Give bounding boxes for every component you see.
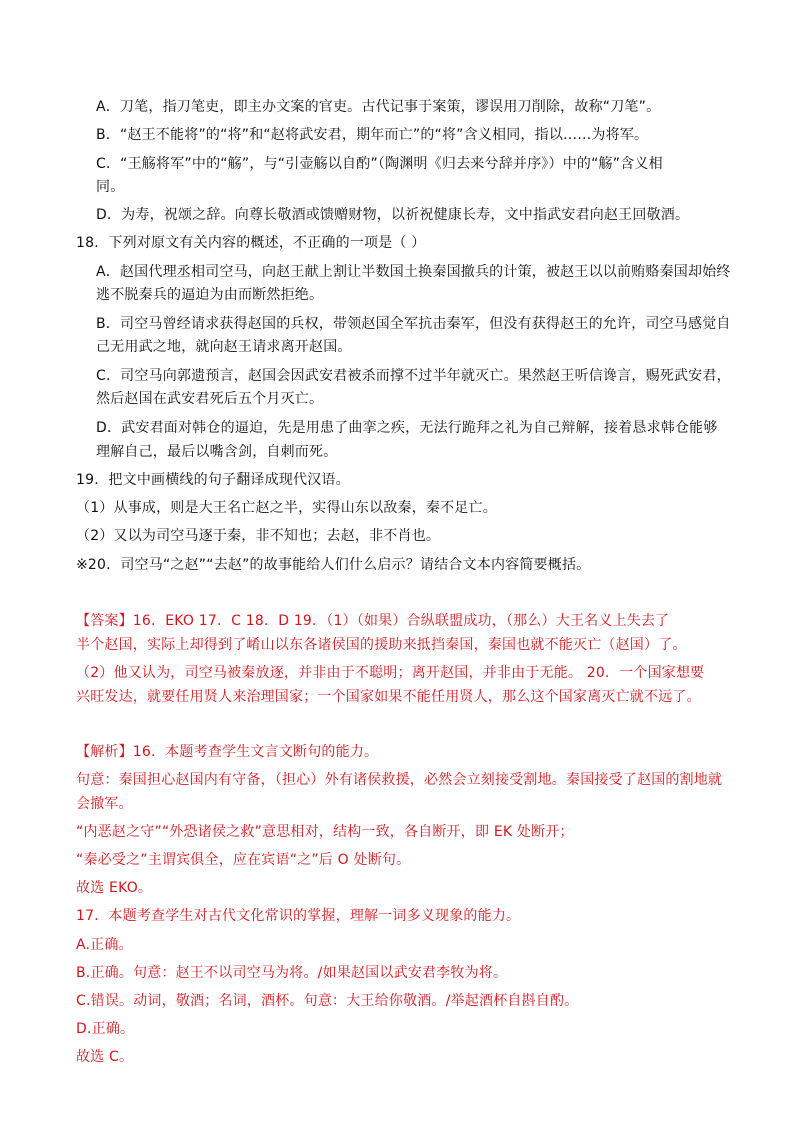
q18-option-c: C．司空马向郭遗预言，赵国会因武安君被杀而撑不过半年就灭亡。果然赵王听信谗言，赐死武安君， [96, 368, 731, 384]
q18-option-b-cont: 己无用武之地，就向赵王请求离开赵国。 [96, 339, 352, 355]
analysis-line-5: “秦必受之”主谓宾俱全，应在宾语“之”后 O 处断句。 [76, 852, 411, 868]
q20-stem: ※20．司空马“之赵”“去赵”的故事能给人们什么启示？请结合文本内容简要概括。 [76, 557, 591, 573]
q18-option-c-cont: 然后赵国在武安君死后五个月灭亡。 [96, 391, 324, 407]
analysis-line-9: B.正确。句意：赵王不以司空马为将。/如果赵国以武安君李牧为将。 [76, 965, 508, 981]
q19-item-1: （1）从事成，则是大王名亡赵之半，实得山东以敌秦，秦不足亡。 [76, 500, 497, 516]
answer-line-3: （2）他又认为，司空马被秦放逐，并非由于不聪明；离开赵国，并非由于无能。 20．一个国家想要 [76, 665, 705, 681]
q18-option-a: A．赵国代理丞相司空马，向赵王献上割让半数国土换秦国撤兵的计策，被赵王以以前贿赂秦国却始终 [96, 264, 731, 280]
q18-option-a-cont: 逃不脱秦兵的逼迫为由而断然拒绝。 [96, 287, 324, 303]
q18-stem: 18．下列对原文有关内容的概述，不正确的一项是（ ） [76, 235, 426, 251]
analysis-line-4: “内恶赵之守”“外恐诸侯之救”意思相对，结构一致，各自断开，即 EK 处断开； [76, 824, 574, 840]
analysis-line-6: 故选 EKO。 [76, 880, 153, 896]
analysis-line-2: 句意：秦国担心赵国内有守备，（担心）外有诸侯救援，必然会立刻接受割地。秦国接受了赵国的割地就 [76, 772, 723, 788]
analysis-line-8: A.正确。 [76, 937, 133, 953]
q17-option-c-cont: 同。 [96, 179, 125, 195]
analysis-line-1: 【解析】16．本题考查学生文言文断句的能力。 [76, 744, 379, 760]
q17-option-c: C．“王觞将军”中的“觞”，与“引壶觞以自酌”（陶渊明《归去来兮辞并序》）中的“觞”含义相 [96, 156, 663, 172]
q17-option-d: D．为寿，祝颂之辞。向尊长敬酒或馈赠财物，以祈祝健康长寿，文中指武安君向赵王回敬酒。 [96, 207, 690, 223]
answer-line-2: 半个赵国，实际上却得到了崤山以东各诸侯国的援助来抵挡秦国，秦国也就不能灭亡（赵国）了。 [76, 637, 687, 653]
q17-option-b: B．“赵王不能将”的“将”和“赵将武安君，期年而亡”的“将”含义相同，指以……为将军。 [96, 127, 649, 143]
analysis-line-11: D.正确。 [76, 1021, 135, 1037]
analysis-line-7: 17．本题考查学生对古代文化常识的掌握，理解一词多义现象的能力。 [76, 908, 521, 924]
q17-option-a: A．刀笔，指刀笔吏，即主办文案的官吏。古代记事于案策，谬误用刀削除，故称“刀笔”。 [96, 99, 661, 115]
answer-line-1: 【答案】16．EKO 17．C 18．D 19．（1）（如果）合纵联盟成功，（那么）大王名义上失去了 [76, 613, 670, 629]
analysis-line-10: C.错误。动词，敬酒；名词，酒杯。句意：大王给你敬酒。/举起酒杯自斟自酌。 [76, 993, 579, 1009]
q18-option-b: B．司空马曾经请求获得赵国的兵权，带领赵国全军抗击秦军，但没有获得赵王的允许，司空马感觉自 [96, 316, 731, 332]
q19-item-2: （2）又以为司空马逐于秦，非不知也；去赵，非不肖也。 [76, 528, 441, 544]
q18-option-d: D．武安君面对韩仓的逼迫，先是用患了曲挛之疾，无法行跪拜之礼为自己辩解，接着恳求韩仓能够 [96, 420, 718, 436]
q18-option-d-cont: 理解自己，最后以嘴含剑，自刺而死。 [96, 444, 338, 460]
answer-line-4: 兴旺发达，就要任用贤人来治理国家；一个国家如果不能任用贤人，那么这个国家离灭亡就不远了。 [76, 689, 701, 705]
analysis-line-3: 会撤军。 [76, 796, 133, 812]
q19-stem: 19．把文中画横线的句子翻译成现代汉语。 [76, 472, 350, 488]
analysis-line-12: 故选 C。 [76, 1049, 134, 1065]
